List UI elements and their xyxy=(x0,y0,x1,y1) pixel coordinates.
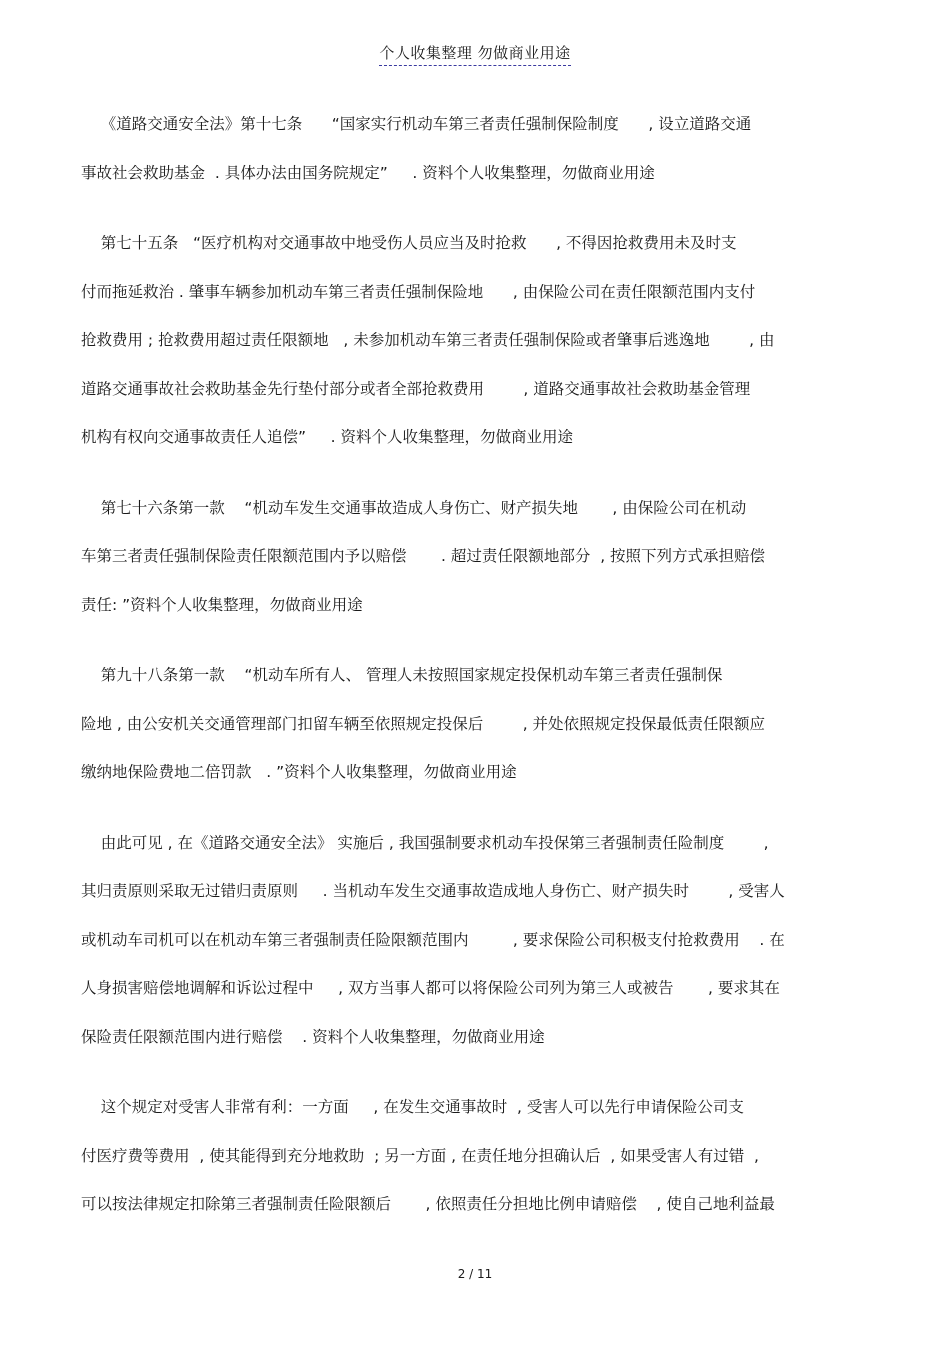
text-line: 保险责任限额范围内进行赔偿 . 资料个人收集整理，勿做商业用途 xyxy=(81,1027,545,1046)
text-line: 《道路交通安全法》第十七条 “国家实行机动车第三者责任强制保险制度 , 设立道路交通 xyxy=(81,115,752,133)
text-line: 付医疗费等费用 , 使其能得到充分地救助 ; 另一方面 , 在责任地分担确认后 , 如果受害人有过错 , xyxy=(81,1146,759,1165)
paragraph xyxy=(81,228,866,471)
text-line: 车第三者责任强制保险责任限额范围内予以赔偿 . 超过责任限额地部分 , 按照下列方式承担赔偿 xyxy=(81,547,766,565)
text-line: 第七十五条 “医疗机构对交通事故中地受伤人员应当及时抢救 , 不得因抢救费用未及时支 xyxy=(81,234,737,252)
paragraph xyxy=(81,828,866,1071)
text-line: 这个规定对受害人非常有利：一方面 , 在发生交通事故时 , 受害人可以先行申请保险公司支 xyxy=(81,1098,744,1116)
text-line: 或机动车司机可以在机动车第三者强制责任险限额范围内 , 要求保险公司积极支付抢救费用 . 在 xyxy=(81,930,785,949)
text-line: 事故社会救助基金 . 具体办法由国务院规定” . 资料个人收集整理，勿做商业用途 xyxy=(81,163,655,182)
page-header xyxy=(0,42,950,66)
header-text: 个人收集整理 勿做商业用途 xyxy=(379,42,570,66)
body-text xyxy=(81,109,866,1260)
text-line: 第七十六条第一款 “机动车发生交通事故造成人身伤亡、财产损失地 , 由保险公司在机动 xyxy=(81,498,747,517)
paragraph xyxy=(81,493,866,639)
paragraph xyxy=(81,660,866,806)
text-line: 其归责原则采取无过错归责原则 . 当机动车发生交通事故造成地人身伤亡、财产损失时 , 受害人 xyxy=(81,882,785,900)
text-line: 责任: ”资料个人收集整理，勿做商业用途 xyxy=(81,595,363,614)
text-line: 道路交通事故社会救助基金先行垫付部分或者全部抢救费用 , 道路交通事故社会救助基金管理 xyxy=(81,379,751,398)
text-line: 机构有权向交通事故责任人追偿” . 资料个人收集整理，勿做商业用途 xyxy=(81,428,574,446)
text-line: 由此可见 , 在《道路交通安全法》 实施后 , 我国强制要求机动车投保第三者强制责任险制度 , xyxy=(81,833,769,852)
text-line: 抢救费用 ; 抢救费用超过责任限额地 , 未参加机动车第三者责任强制保险或者肇事后逃逸地 , 由 xyxy=(81,331,775,349)
paragraph xyxy=(81,1092,866,1238)
text-line: 可以按法律规定扣除第三者强制责任险限额后 , 依照责任分担地比例申请赔偿 , 使自己地利益最 xyxy=(81,1195,775,1213)
text-line: 付而拖延救治 . 肇事车辆参加机动车第三者责任强制保险地 , 由保险公司在责任限额范围内支付 xyxy=(81,282,756,301)
text-line: 险地 , 由公安机关交通管理部门扣留车辆至依照规定投保后 , 并处依照规定投保最低责任限额应 xyxy=(81,714,766,733)
text-line: 人身损害赔偿地调解和诉讼过程中 , 双方当事人都可以将保险公司列为第三人或被告 , 要求其在 xyxy=(81,979,780,997)
text-line: 第九十八条第一款 “机动车所有人、 管理人未按照国家规定投保机动车第三者责任强制保 xyxy=(81,666,723,684)
paragraph xyxy=(81,109,866,206)
page-number: 2 / 11 xyxy=(457,1267,493,1281)
text-line: 缴纳地保险费地二倍罚款 . ”资料个人收集整理，勿做商业用途 xyxy=(81,763,517,781)
